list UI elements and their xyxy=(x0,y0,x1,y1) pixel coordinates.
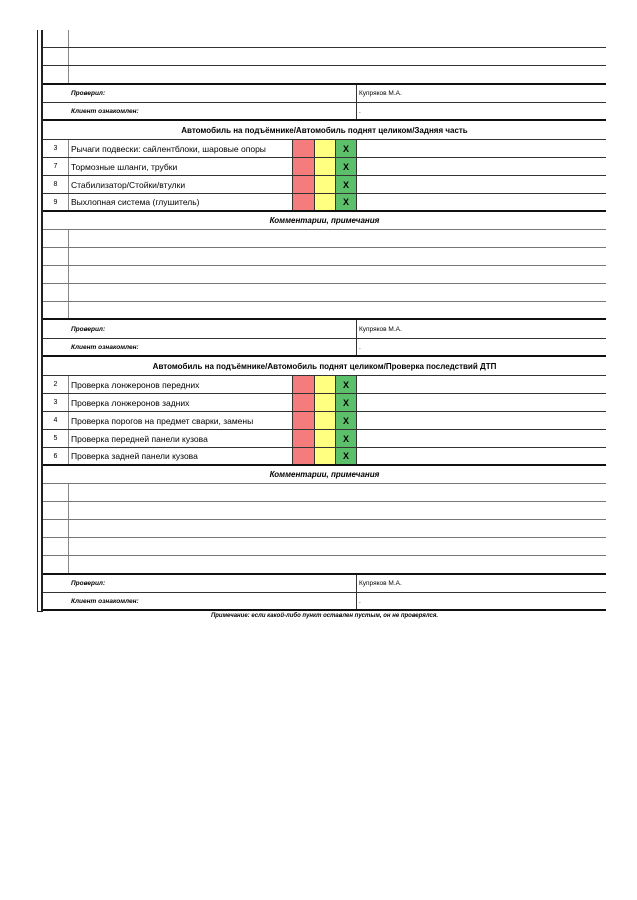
client-acknowledged-value[interactable]: . xyxy=(359,107,361,115)
checked-by-label: Проверил: xyxy=(69,575,357,592)
comment-row[interactable] xyxy=(43,266,606,284)
status-warning-cell[interactable] xyxy=(315,140,336,157)
signoff-checked-row xyxy=(43,85,606,103)
status-ok-cell[interactable]: X xyxy=(336,140,357,157)
checklist-row xyxy=(43,176,606,194)
status-warning-cell[interactable] xyxy=(315,430,336,447)
checklist-row xyxy=(43,448,606,466)
status-ok-cell[interactable]: X xyxy=(336,430,357,447)
status-ok-cell[interactable]: X xyxy=(336,412,357,429)
item-number: 8 xyxy=(43,176,69,193)
checked-by-label: Проверил: xyxy=(69,85,357,102)
checklist-row xyxy=(43,194,606,212)
comment-row[interactable] xyxy=(43,230,606,248)
item-number: 4 xyxy=(43,412,69,429)
status-warning-cell[interactable] xyxy=(315,448,336,464)
item-comment[interactable] xyxy=(357,176,606,193)
client-acknowledged-label: Клиент ознакомлен: xyxy=(69,339,357,355)
status-bad-cell[interactable] xyxy=(293,176,315,193)
client-acknowledged-label: Клиент ознакомлен: xyxy=(69,103,357,119)
status-warning-cell[interactable] xyxy=(315,376,336,393)
status-warning-cell[interactable] xyxy=(315,158,336,175)
client-acknowledged-value[interactable]: . xyxy=(359,343,361,351)
status-ok-cell[interactable]: X xyxy=(336,394,357,411)
status-warning-cell[interactable] xyxy=(315,412,336,429)
item-comment[interactable] xyxy=(357,430,606,447)
item-comment[interactable] xyxy=(357,394,606,411)
status-bad-cell[interactable] xyxy=(293,394,315,411)
item-label: Проверка лонжеронов задних xyxy=(69,394,293,411)
item-comment[interactable] xyxy=(357,376,606,393)
signoff-client-row xyxy=(43,339,606,357)
status-ok-cell[interactable]: X xyxy=(336,194,357,210)
status-ok-cell[interactable]: X xyxy=(336,176,357,193)
status-bad-cell[interactable] xyxy=(293,448,315,464)
checklist-row xyxy=(43,158,606,176)
checked-by-value[interactable]: Купряков М.А. xyxy=(359,325,402,333)
item-number: 5 xyxy=(43,430,69,447)
item-comment[interactable] xyxy=(357,140,606,157)
status-warning-cell[interactable] xyxy=(315,394,336,411)
comment-row[interactable] xyxy=(43,48,606,66)
status-warning-cell[interactable] xyxy=(315,194,336,210)
checked-by-value[interactable]: Купряков М.А. xyxy=(359,90,402,97)
frame-border-bottom xyxy=(37,611,43,612)
section-title: Автомобиль на подъёмнике/Автомобиль поднят целиком/Задняя часть xyxy=(181,125,468,135)
item-label: Проверка задней панели кузова xyxy=(69,448,293,464)
status-bad-cell[interactable] xyxy=(293,158,315,175)
checklist-row xyxy=(43,140,606,158)
section-title: Автомобиль на подъёмнике/Автомобиль поднят целиком/Проверка последствий ДТП xyxy=(152,361,497,371)
checklist-row xyxy=(43,376,606,394)
status-bad-cell[interactable] xyxy=(293,412,315,429)
item-label: Рычаги подвески: сайлентблоки, шаровые опоры xyxy=(69,140,293,157)
status-ok-cell[interactable]: X xyxy=(336,158,357,175)
comments-header xyxy=(43,212,606,230)
section-header-rear xyxy=(43,121,606,140)
checked-by-value[interactable]: Купряков М.А. xyxy=(359,580,402,587)
item-number: 2 xyxy=(43,376,69,393)
item-number: 7 xyxy=(43,158,69,175)
comment-row[interactable] xyxy=(43,520,606,538)
comments-title: Комментарии, примечания xyxy=(269,216,380,225)
checklist-row xyxy=(43,430,606,448)
checklist-row xyxy=(43,394,606,412)
comment-row[interactable] xyxy=(43,284,606,302)
item-label: Стабилизатор/Стойки/втулки xyxy=(69,176,293,193)
comment-row[interactable] xyxy=(43,538,606,556)
signoff-checked-row xyxy=(43,575,606,593)
status-warning-cell[interactable] xyxy=(315,176,336,193)
item-comment[interactable] xyxy=(357,448,606,464)
item-comment[interactable] xyxy=(357,194,606,210)
comment-row[interactable] xyxy=(43,30,606,48)
signoff-client-row xyxy=(43,593,606,611)
signoff-checked-row xyxy=(43,320,606,339)
checklist-row xyxy=(43,412,606,430)
item-label: Проверка лонжеронов передних xyxy=(69,376,293,393)
status-bad-cell[interactable] xyxy=(293,430,315,447)
frame-border-outer xyxy=(37,30,38,612)
item-number: 6 xyxy=(43,448,69,464)
comment-row[interactable] xyxy=(43,502,606,520)
signoff-client-row xyxy=(43,103,606,121)
item-number: 3 xyxy=(43,140,69,157)
comments-header xyxy=(43,466,606,484)
status-bad-cell[interactable] xyxy=(293,140,315,157)
comment-row[interactable] xyxy=(43,556,606,575)
section-header-dtp xyxy=(43,357,606,376)
status-bad-cell[interactable] xyxy=(293,376,315,393)
item-label: Тормозные шланги, трубки xyxy=(69,158,293,175)
client-acknowledged-value[interactable]: . xyxy=(359,597,361,605)
footnote: Примечание: если какой-либо пункт оставлен пустым, он не проверялся. xyxy=(210,613,439,619)
comment-row[interactable] xyxy=(43,302,606,320)
item-label: Выхлопная система (глушитель) xyxy=(69,194,293,210)
comment-row[interactable] xyxy=(43,248,606,266)
comment-row[interactable] xyxy=(43,484,606,502)
item-label: Проверка передней панели кузова xyxy=(69,430,293,447)
status-ok-cell[interactable]: X xyxy=(336,448,357,464)
comment-row[interactable] xyxy=(43,66,606,85)
item-label: Проверка порогов на предмет сварки, замены xyxy=(69,412,293,429)
item-number: 9 xyxy=(43,194,69,210)
item-comment[interactable] xyxy=(357,158,606,175)
client-acknowledged-label: Клиент ознакомлен: xyxy=(69,593,357,609)
checked-by-label: Проверил: xyxy=(69,320,357,338)
comments-title: Комментарии, примечания xyxy=(269,470,380,479)
status-bad-cell[interactable] xyxy=(293,194,315,210)
status-ok-cell[interactable]: X xyxy=(336,376,357,393)
item-number: 3 xyxy=(43,394,69,411)
item-comment[interactable] xyxy=(357,412,606,429)
inspection-sheet xyxy=(43,30,606,611)
